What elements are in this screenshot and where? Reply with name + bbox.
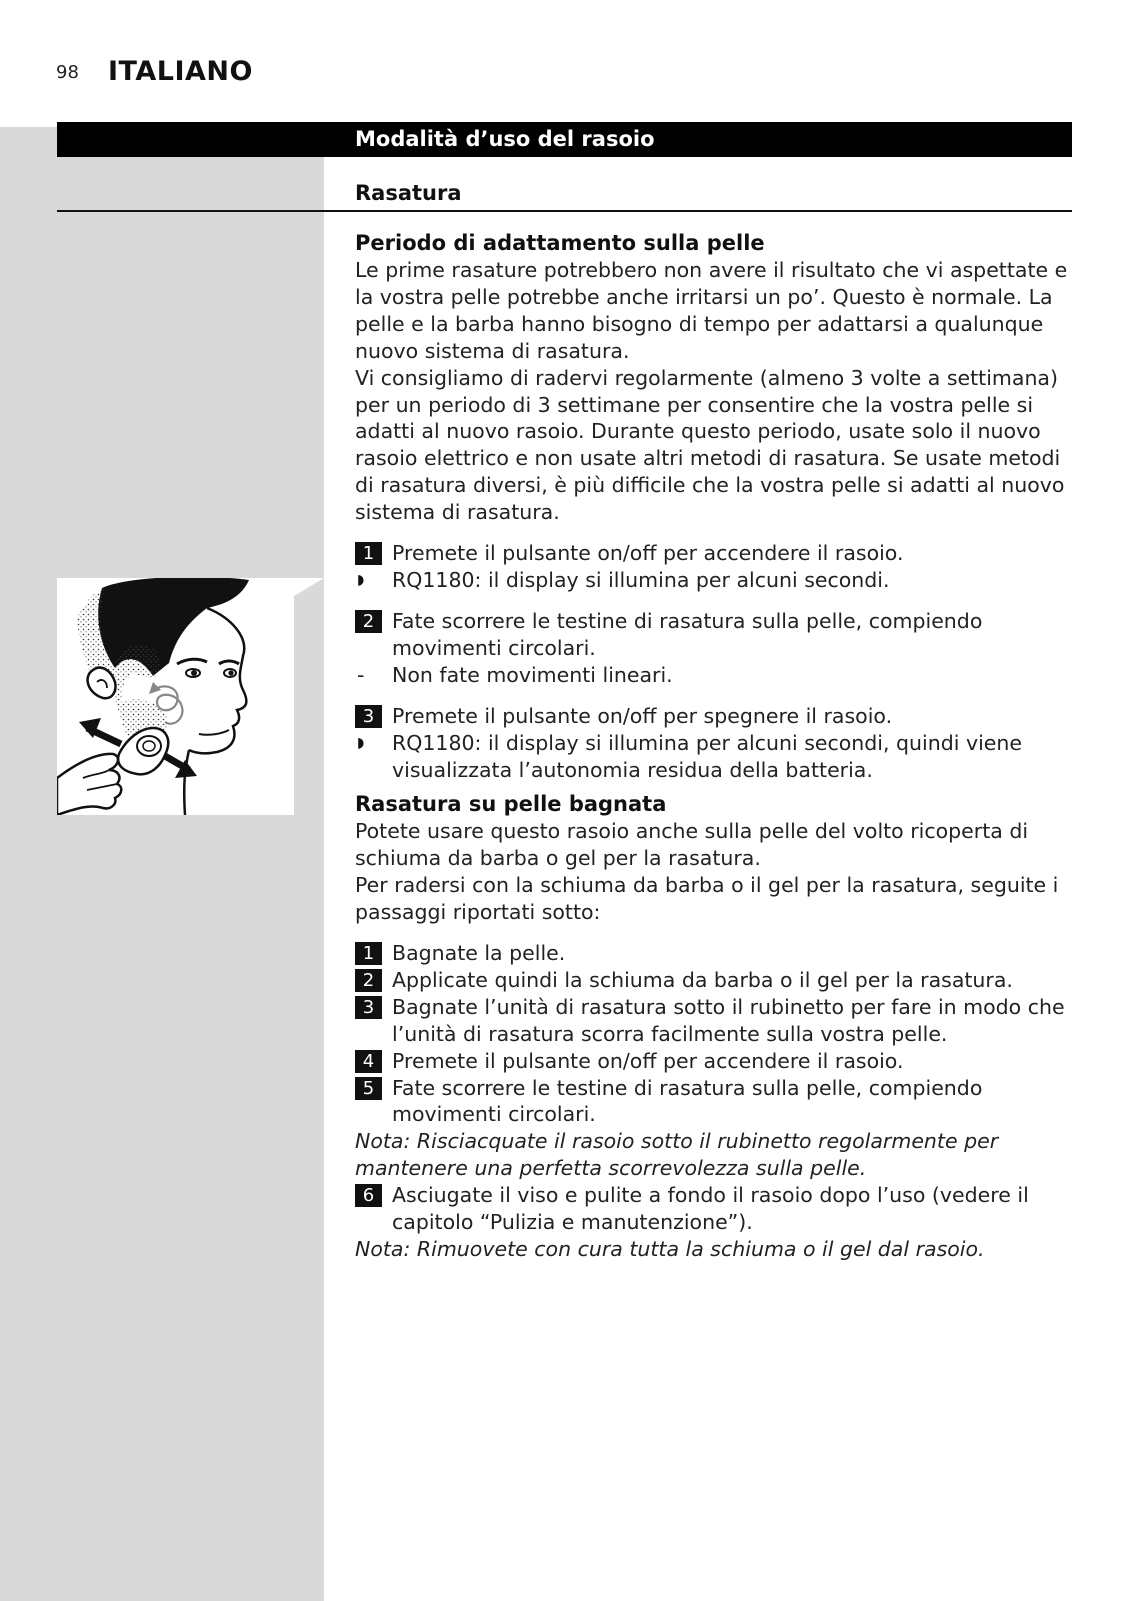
wet-step-6 xyxy=(355,1182,1075,1236)
adaptation-section xyxy=(355,230,1075,526)
step-number: 2 xyxy=(355,969,382,992)
adaptation-heading: Periodo di adattamento sulla pelle xyxy=(355,231,765,255)
step-text: Bagnate l’unità di rasatura sotto il rubinetto per fare in modo che l’unità di rasatura scorra facilmente sulla vostra pelle. xyxy=(392,994,1065,1046)
step-number: 1 xyxy=(355,942,382,965)
step-subitem: Non fate movimenti lineari. xyxy=(392,662,673,687)
note-remove-foam: Nota: Rimuovete con cura tutta la schiuma o il gel dal rasoio. xyxy=(355,1237,985,1261)
step-number: 4 xyxy=(355,1050,382,1073)
wet-step-4 xyxy=(355,1048,1075,1075)
result-marker-icon: ◗ xyxy=(357,571,365,588)
result-marker-icon: ◗ xyxy=(357,734,365,751)
step-number: 5 xyxy=(355,1077,382,1100)
dash-marker: - xyxy=(357,662,365,687)
shaving-figure-icon xyxy=(57,578,294,815)
dry-step-3 xyxy=(355,703,1075,784)
note-rinse: Nota: Risciacquate il rasoio sotto il rubinetto regolarmente per mantenere una perfetta scorrevolezza sulla pelle. xyxy=(355,1129,999,1181)
section-divider xyxy=(57,210,1072,212)
wet-step-1 xyxy=(355,940,1075,967)
step-number: 2 xyxy=(355,610,382,633)
step-number: 3 xyxy=(355,705,382,728)
wet-step-2 xyxy=(355,967,1075,994)
section-title: Modalità d’uso del rasoio xyxy=(355,127,655,151)
subsection-title: Rasatura xyxy=(355,181,462,205)
step-text: Asciugate il viso e pulite a fondo il rasoio dopo l’uso (vedere il capitolo “Pulizia e manutenzione”). xyxy=(392,1183,1029,1235)
margin-band xyxy=(0,127,324,1601)
step-text: Bagnate la pelle. xyxy=(392,941,566,966)
step-result: RQ1180: il display si illumina per alcuni secondi. xyxy=(392,567,890,592)
wet-paragraph-1: Potete usare questo rasoio anche sulla pelle del volto ricoperta di schiuma da barba o gel per la rasatura. xyxy=(355,819,1029,871)
wet-section xyxy=(355,791,1075,926)
wet-step-3 xyxy=(355,994,1075,1048)
wet-paragraph-2: Per radersi con la schiuma da barba o il gel per la rasatura, seguite i passaggi riportati sotto: xyxy=(355,873,1059,925)
step-number: 6 xyxy=(355,1184,382,1207)
step-text: Fate scorrere le testine di rasatura sulla pelle, compiendo movimenti circolari. xyxy=(392,608,983,660)
main-content xyxy=(355,230,1075,1263)
adaptation-paragraph-1: Le prime rasature potrebbero non avere il risultato che vi aspettate e la vostra pelle potrebbe anche irritarsi un po’. Questo è normale. La pelle e la barba hanno bisogno di tempo per adattarsi a qualunque nuovo sistema di rasatura. xyxy=(355,258,1068,363)
language-heading: ITALIANO xyxy=(108,56,253,87)
step-text: Premete il pulsante on/off per accendere il rasoio. xyxy=(392,1048,904,1073)
adaptation-paragraph-2: Vi consigliamo di radervi regolarmente (almeno 3 volte a settimana) per un periodo di 3 settimane per consentire che la vostra pelle si adatti al nuovo rasoio. Durante questo periodo, usate solo il nuovo rasoio elettrico e non usate altri metodi di rasatura. Se usate metodi di rasatura diversi, è più difficile che la vostra pelle si adatti al nuovo sistema di rasatura. xyxy=(355,365,1065,525)
step-number: 1 xyxy=(355,542,382,565)
wet-heading: Rasatura su pelle bagnata xyxy=(355,792,667,817)
step-result: RQ1180: il display si illumina per alcuni secondi, quindi viene visualizzata l’autonomia residua della batteria. xyxy=(392,730,1022,782)
dry-step-2 xyxy=(355,608,1075,689)
wet-step-5 xyxy=(355,1075,1075,1129)
man-shaving-illustration xyxy=(57,578,294,815)
figure-pointer xyxy=(294,578,324,596)
step-text: Premete il pulsante on/off per accendere il rasoio. xyxy=(392,541,904,566)
step-text: Premete il pulsante on/off per spegnere il rasoio. xyxy=(392,703,893,728)
dry-step-1 xyxy=(355,540,1075,594)
step-text: Applicate quindi la schiuma da barba o il gel per la rasatura. xyxy=(392,967,1013,992)
step-text: Fate scorrere le testine di rasatura sulla pelle, compiendo movimenti circolari. xyxy=(392,1075,983,1127)
step-number: 3 xyxy=(355,996,382,1019)
page-number: 98 xyxy=(56,62,79,83)
